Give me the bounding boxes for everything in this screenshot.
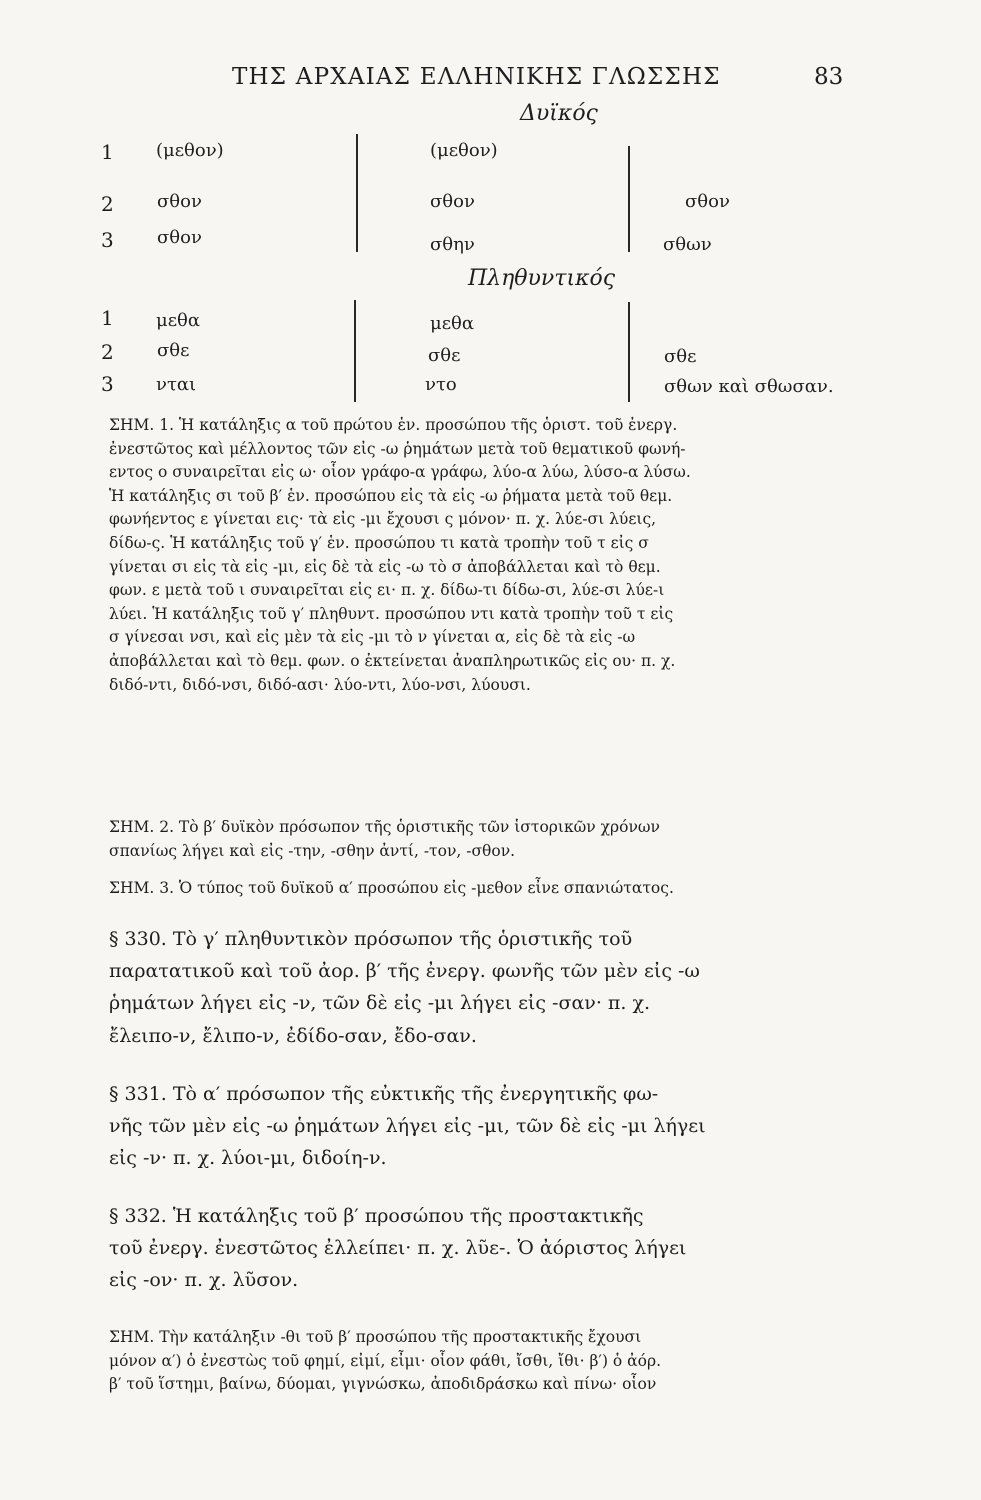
page-header bbox=[0, 64, 981, 96]
dual-row-num: 2 bbox=[101, 192, 114, 216]
plural-cell: σθε bbox=[428, 345, 461, 366]
dual-title: Δυϊκός bbox=[520, 101, 598, 126]
section-331 bbox=[109, 1078, 879, 1175]
text-line: ΣΗΜ. 3. Ὁ τύπος τοῦ δυϊκοῦ α′ προσώπου εἰς -μεθον εἶνε σπανιώτατος. bbox=[109, 879, 674, 897]
plural-row-num: 3 bbox=[101, 372, 114, 396]
plural-cell: ντο bbox=[425, 374, 457, 395]
text-line: ἀποβάλλεται καὶ τὸ θεμ. φων. ο ἐκτείνεται ἀναπληρωτικῶς εἰς ου· π. χ. bbox=[109, 651, 676, 670]
text-line: ΣΗΜ. Τὴν κατάληξιν -θι τοῦ β′ προσώπου τῆς προστακτικῆς ἔχουσι bbox=[109, 1328, 642, 1346]
text-line: τοῦ ἐνεργ. ἐνεστῶτος ἐλλείπει· π. χ. λῦε-. Ὁ ἀόριστος λήγει bbox=[109, 1237, 687, 1260]
text-line: ΣΗΜ. 1. Ἡ κατάληξις α τοῦ πρώτου ἑν. προσώπου τῆς ὁριστ. τοῦ ἐνεργ. bbox=[109, 416, 678, 434]
text-line: § 332. Ἡ κατάληξις τοῦ β′ προσώπου τῆς προστακτικῆς bbox=[109, 1205, 644, 1227]
page-number: 83 bbox=[814, 64, 844, 90]
note-1 bbox=[109, 414, 879, 697]
text-line: Ἡ κατάληξις σι τοῦ β′ ἑν. προσώπου εἰς τὰ εἰς -ω ῥήματα μετὰ τοῦ θεμ. bbox=[109, 486, 673, 505]
section-332 bbox=[109, 1200, 879, 1297]
plural-cell: σθε bbox=[157, 340, 190, 361]
plural-cell: σθε bbox=[664, 346, 697, 367]
text-line: § 331. Τὸ α′ πρόσωπον τῆς εὐκτικῆς τῆς ἐνεργητικῆς φω- bbox=[109, 1083, 659, 1105]
text-line: ῥημάτων λήγει εἰς -ν, τῶν δὲ εἰς -μι λήγει εἰς -σαν· π. χ. bbox=[109, 992, 651, 1015]
final-note bbox=[109, 1326, 879, 1397]
dual-cell: (μεθον) bbox=[156, 140, 224, 161]
text-line: φων. ε μετὰ τοῦ ι συναιρεῖται εἰς ει· π. χ. δίδω-τι δίδω-σι, λύε-σι λύε-ι bbox=[109, 581, 665, 600]
dual-cell: σθον bbox=[157, 191, 202, 212]
text-line: εντος ο συναιρεῖται εἰς ω· οἷον γράφο-α γράφω, λύο-α λύω, λύσο-α λύσω. bbox=[109, 463, 691, 482]
text-line: δίδω-ς. Ἡ κατάληξις τοῦ γ′ ἑν. προσώπου τι κατὰ τροπὴν τοῦ τ εἰς σ bbox=[109, 533, 649, 552]
text-line: § 330. Τὸ γ′ πληθυντικὸν πρόσωπον τῆς ὁριστικῆς τοῦ bbox=[109, 928, 633, 950]
text-line: διδό-ντι, διδό-νσι, διδό-ασι· λύο-ντι, λύο-νσι, λύουσι. bbox=[109, 675, 531, 694]
plural-title: Πληθυντικός bbox=[468, 266, 616, 291]
dual-cell: σθον bbox=[430, 191, 475, 212]
plural-cell: νται bbox=[156, 374, 197, 395]
column-divider bbox=[354, 300, 356, 402]
text-line: β′ τοῦ ἵστημι, βαίνω, δύομαι, γιγνώσκω, ἀποδιδράσκω καὶ πίνω· οἷον bbox=[109, 1375, 657, 1394]
plural-row-num: 1 bbox=[101, 306, 114, 330]
column-divider bbox=[356, 134, 358, 252]
running-title: ΤΗΣ ΑΡΧΑΙΑΣ ΕΛΛΗΝΙΚΗΣ ΓΛΩΣΣΗΣ bbox=[232, 64, 721, 90]
dual-row-num: 3 bbox=[101, 228, 114, 252]
text-line: ἐνεστῶτος καὶ μέλλοντος τῶν εἰς -ω ῥημάτων μετὰ τοῦ θεματικοῦ φωνή- bbox=[109, 439, 686, 458]
note-3 bbox=[109, 877, 879, 901]
text-line: εἰς -ον· π. χ. λῦσον. bbox=[109, 1269, 299, 1292]
text-line: γίνεται σι εἰς τὰ εἰς -μι, εἰς δὲ τὰ εἰς -ω τὸ σ ἀποβάλλεται καὶ τὸ θεμ. bbox=[109, 557, 661, 576]
text-line: νῆς τῶν μὲν εἰς -ω ῥημάτων λήγει εἰς -μι, τῶν δὲ εἰς -μι λήγει bbox=[109, 1115, 706, 1138]
dual-cell: (μεθον) bbox=[430, 140, 498, 161]
text-line: ἔλειπο-ν, ἔλιπο-ν, ἐδίδο-σαν, ἔδο-σαν. bbox=[109, 1024, 477, 1047]
section-330 bbox=[109, 923, 879, 1052]
text-line: παρατατικοῦ καὶ τοῦ ἀορ. β′ τῆς ἐνεργ. φωνῆς τῶν μὲν εἰς -ω bbox=[109, 960, 700, 983]
dual-cell: σθον bbox=[157, 227, 202, 248]
column-divider bbox=[628, 146, 630, 252]
text-line: εἰς -ν· π. χ. λύοι-μι, διδοίη-ν. bbox=[109, 1147, 387, 1170]
plural-cell: μεθα bbox=[430, 313, 475, 334]
plural-cell: σθων καὶ σθωσαν. bbox=[664, 376, 834, 397]
note-2 bbox=[109, 816, 879, 863]
text-line: μόνον α′) ὁ ἐνεστὼς τοῦ φημί, εἰμί, εἶμι· οἷον φάθι, ἴσθι, ἴθι· β′) ὁ ἀόρ. bbox=[109, 1351, 662, 1370]
text-line: σπανίως λήγει καὶ εἰς -την, -σθην ἀντί, -τον, -σθον. bbox=[109, 841, 516, 860]
dual-row-num: 1 bbox=[101, 140, 114, 164]
text-line: ΣΗΜ. 2. Τὸ β′ δυϊκὸν πρόσωπον τῆς ὁριστικῆς τῶν ἱστορικῶν χρόνων bbox=[109, 818, 660, 836]
text-line: σ γίνεσαι νσι, καὶ εἰς μὲν τὰ εἰς -μι τὸ ν γίνεται α, εἰς δὲ τὰ εἰς -ω bbox=[109, 628, 636, 647]
dual-cell: σθον bbox=[685, 191, 730, 212]
text-line: φωνήεντος ε γίνεται εις· τὰ εἰς -μι ἔχουσι ς μόνον· π. χ. λύε-σι λύεις, bbox=[109, 510, 657, 529]
column-divider bbox=[628, 302, 630, 402]
plural-cell: μεθα bbox=[156, 310, 201, 331]
dual-cell: σθων bbox=[663, 234, 712, 255]
plural-row-num: 2 bbox=[101, 340, 114, 364]
dual-cell: σθην bbox=[430, 234, 475, 255]
text-line: λύει. Ἡ κατάληξις τοῦ γ′ πληθυντ. προσώπου ντι κατὰ τροπὴν τοῦ τ εἰς bbox=[109, 604, 674, 623]
